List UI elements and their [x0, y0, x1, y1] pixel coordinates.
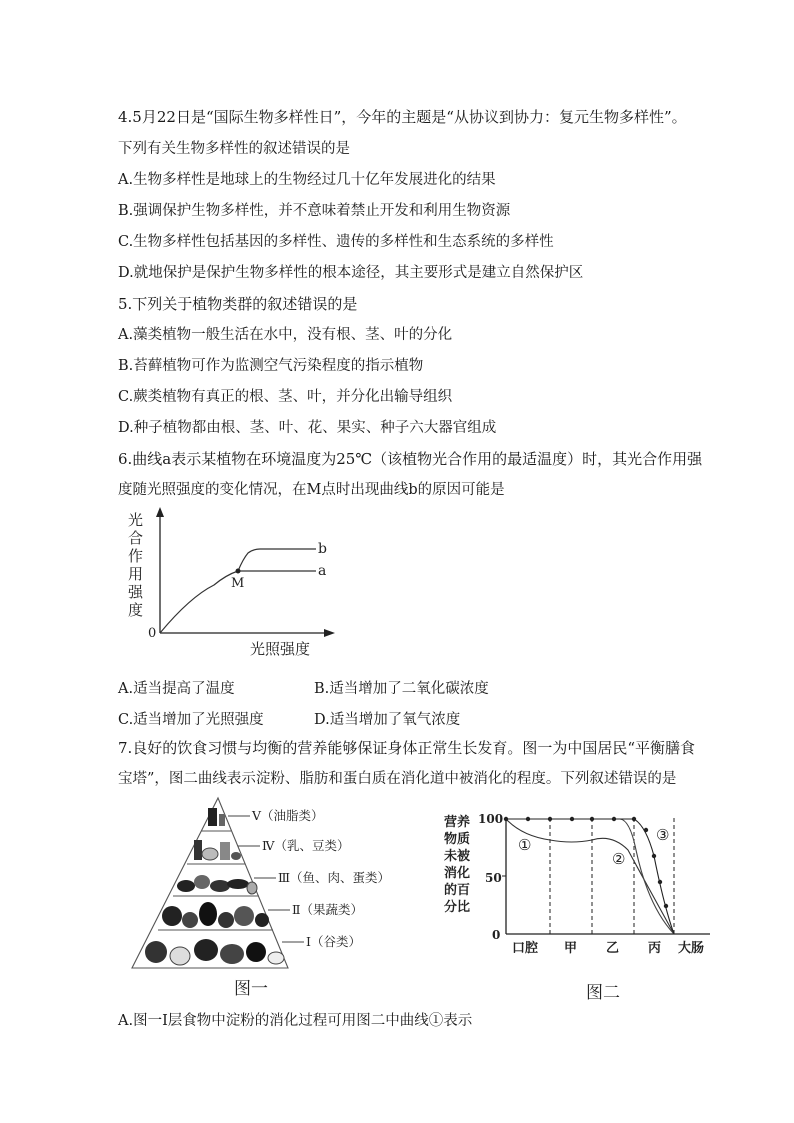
q6-ylabel-char: 合: [128, 529, 144, 547]
fig2-curve-3-dot: [548, 817, 552, 821]
q6-option-c: C.适当增加了光照强度: [118, 712, 264, 728]
q4-option-b: B.强调保护生物多样性，并不意味着禁止开发和利用生物资源: [118, 203, 511, 219]
q5-option-b: B.苔藓植物可作为监测空气污染程度的指示植物: [118, 358, 424, 374]
q6-option-d: D.适当增加了氧气浓度: [314, 712, 461, 728]
q6-option-a: A.适当提高了温度: [118, 681, 235, 697]
q6-curve-a-label: a: [318, 563, 327, 579]
fig2-curve-3-dot: [526, 817, 530, 821]
q6-stem-line1: 6.曲线a表示某植物在环境温度为25℃（该植物光合作用的最适温度）时，其光合作用强: [118, 450, 703, 468]
fig2-curve-label-1: ①: [518, 836, 532, 854]
fig2-ytick-0: 0: [492, 928, 501, 942]
q7-stem-line2: 宝塔”，图二曲线表示淀粉、脂肪和蛋白质在消化道中被消化的程度。下列叙述错误的是: [118, 771, 677, 787]
q4-option-c: C.生物多样性包括基因的多样性、遗传的多样性和生态系统的多样性: [118, 234, 554, 250]
q7-option-a: A.图一Ⅰ层食物中淀粉的消化过程可用图二中曲线①表示: [118, 1013, 473, 1029]
fruit-vegetable-icon: [162, 902, 269, 928]
fish-meat-egg-icon: [177, 875, 257, 894]
q4-option-a: A.生物多样性是地球上的生物经过几十亿年发展进化的结果: [118, 172, 496, 188]
fig2-curve-3-dot: [612, 817, 616, 821]
fig2-curve-3-dot: [570, 817, 574, 821]
q6-ylabel-char: 光: [128, 511, 144, 529]
q7-digestion-chart: [442, 806, 722, 1004]
q6-stem-line2: 度随光照强度的变化情况，在M点时出现曲线b的原因可能是: [118, 482, 505, 498]
q6-curve-b-label: b: [318, 541, 327, 557]
fig2-curve-3-dot: [644, 828, 648, 832]
pyramid-level-2: Ⅱ（果蔬类）: [292, 902, 363, 917]
fig2-ylabel-line: 物质: [444, 832, 471, 847]
fig2-region-yi: 乙: [606, 941, 620, 956]
fig2-curve-3-dot: [658, 880, 662, 884]
fig2-region-large-intestine: 大肠: [678, 941, 705, 956]
fig2-ylabel-line: 的百: [444, 883, 471, 898]
fig2-region-jia: 甲: [564, 941, 578, 956]
dairy-bean-icon: [194, 840, 241, 860]
q6-curve-b: [238, 549, 316, 571]
q6-x-axis-label: 光照强度: [250, 640, 311, 658]
pyramid-level-4: Ⅳ（乳、豆类）: [262, 838, 350, 853]
q5-option-a: A.藻类植物一般生活在水中，没有根、茎、叶的分化: [118, 327, 453, 343]
fig2-ylabel-line: 营养: [444, 815, 471, 830]
q6-ylabel-char: 度: [128, 601, 144, 619]
pyramid-level-3: Ⅲ（鱼、肉、蛋类）: [278, 870, 391, 885]
fig2-ytick-100: 100: [478, 812, 504, 826]
fig2-ylabel-line: 未被: [444, 849, 471, 864]
oil-icon: [208, 808, 225, 826]
grain-icon: [145, 939, 284, 965]
q6-ylabel-char: 用: [128, 565, 144, 583]
fig2-caption: 图二: [586, 983, 620, 1003]
fig2-curve-label-3: ③: [656, 826, 670, 844]
q4-stem-line1: 4.5月22日是“国际生物多样性日”，今年的主题是“从协议到协力：复元生物多样性”。: [118, 108, 687, 126]
q6-point-m: [236, 569, 241, 574]
q4-stem-line2: 下列有关生物多样性的叙述错误的是: [118, 141, 350, 157]
fig2-region-bing: 丙: [648, 941, 662, 956]
q6-options-row1: [118, 677, 489, 698]
q5-option-d: D.种子植物都由根、茎、叶、花、果实、种子六大器官组成: [118, 420, 497, 436]
fig2-curve-3-dot: [590, 817, 594, 821]
q6-origin-label: 0: [148, 626, 157, 641]
q6-ylabel-char: 强: [128, 583, 144, 601]
fig2-ylabel-line: 分比: [444, 900, 471, 915]
fig2-curve-3-dot: [504, 817, 508, 821]
fig1-caption: 图一: [234, 979, 268, 999]
fig2-ytick-50: 50: [485, 871, 502, 885]
q7-stem-line1: 7.良好的饮食习惯与均衡的营养能够保证身体正常生长发育。图一为中国居民“平衡膳食: [118, 739, 695, 757]
fig2-curve-label-2: ②: [612, 850, 626, 868]
q5-option-c: C.蕨类植物有真正的根、茎、叶，并分化出输导组织: [118, 389, 453, 405]
pyramid-level-5: Ⅴ（油脂类）: [252, 808, 324, 823]
pyramid-level-1: Ⅰ（谷类）: [306, 934, 361, 949]
fig2-region-mouth: 口腔: [512, 941, 539, 956]
fig2-curve-3-dot: [664, 904, 668, 908]
q6-ylabel-char: 作: [128, 547, 144, 565]
fig2-ylabel-line: 消化: [444, 866, 471, 881]
q7-food-pyramid: [128, 794, 408, 1004]
q6-y-arrow: [156, 507, 164, 517]
fig2-curve-3-dot: [632, 817, 636, 821]
fig2-curve-3-dot: [652, 854, 656, 858]
q5-stem: 5.下列关于植物类群的叙述错误的是: [118, 295, 358, 313]
q6-option-b: B.适当增加了二氧化碳浓度: [314, 681, 489, 697]
q6-point-m-label: M: [231, 576, 245, 591]
q6-options-row2: [118, 708, 461, 729]
q4-option-d: D.就地保护是保护生物多样性的根本途径，其主要形式是建立自然保护区: [118, 265, 584, 281]
q6-photosynthesis-graph: [118, 505, 358, 660]
q6-x-arrow: [324, 629, 335, 637]
